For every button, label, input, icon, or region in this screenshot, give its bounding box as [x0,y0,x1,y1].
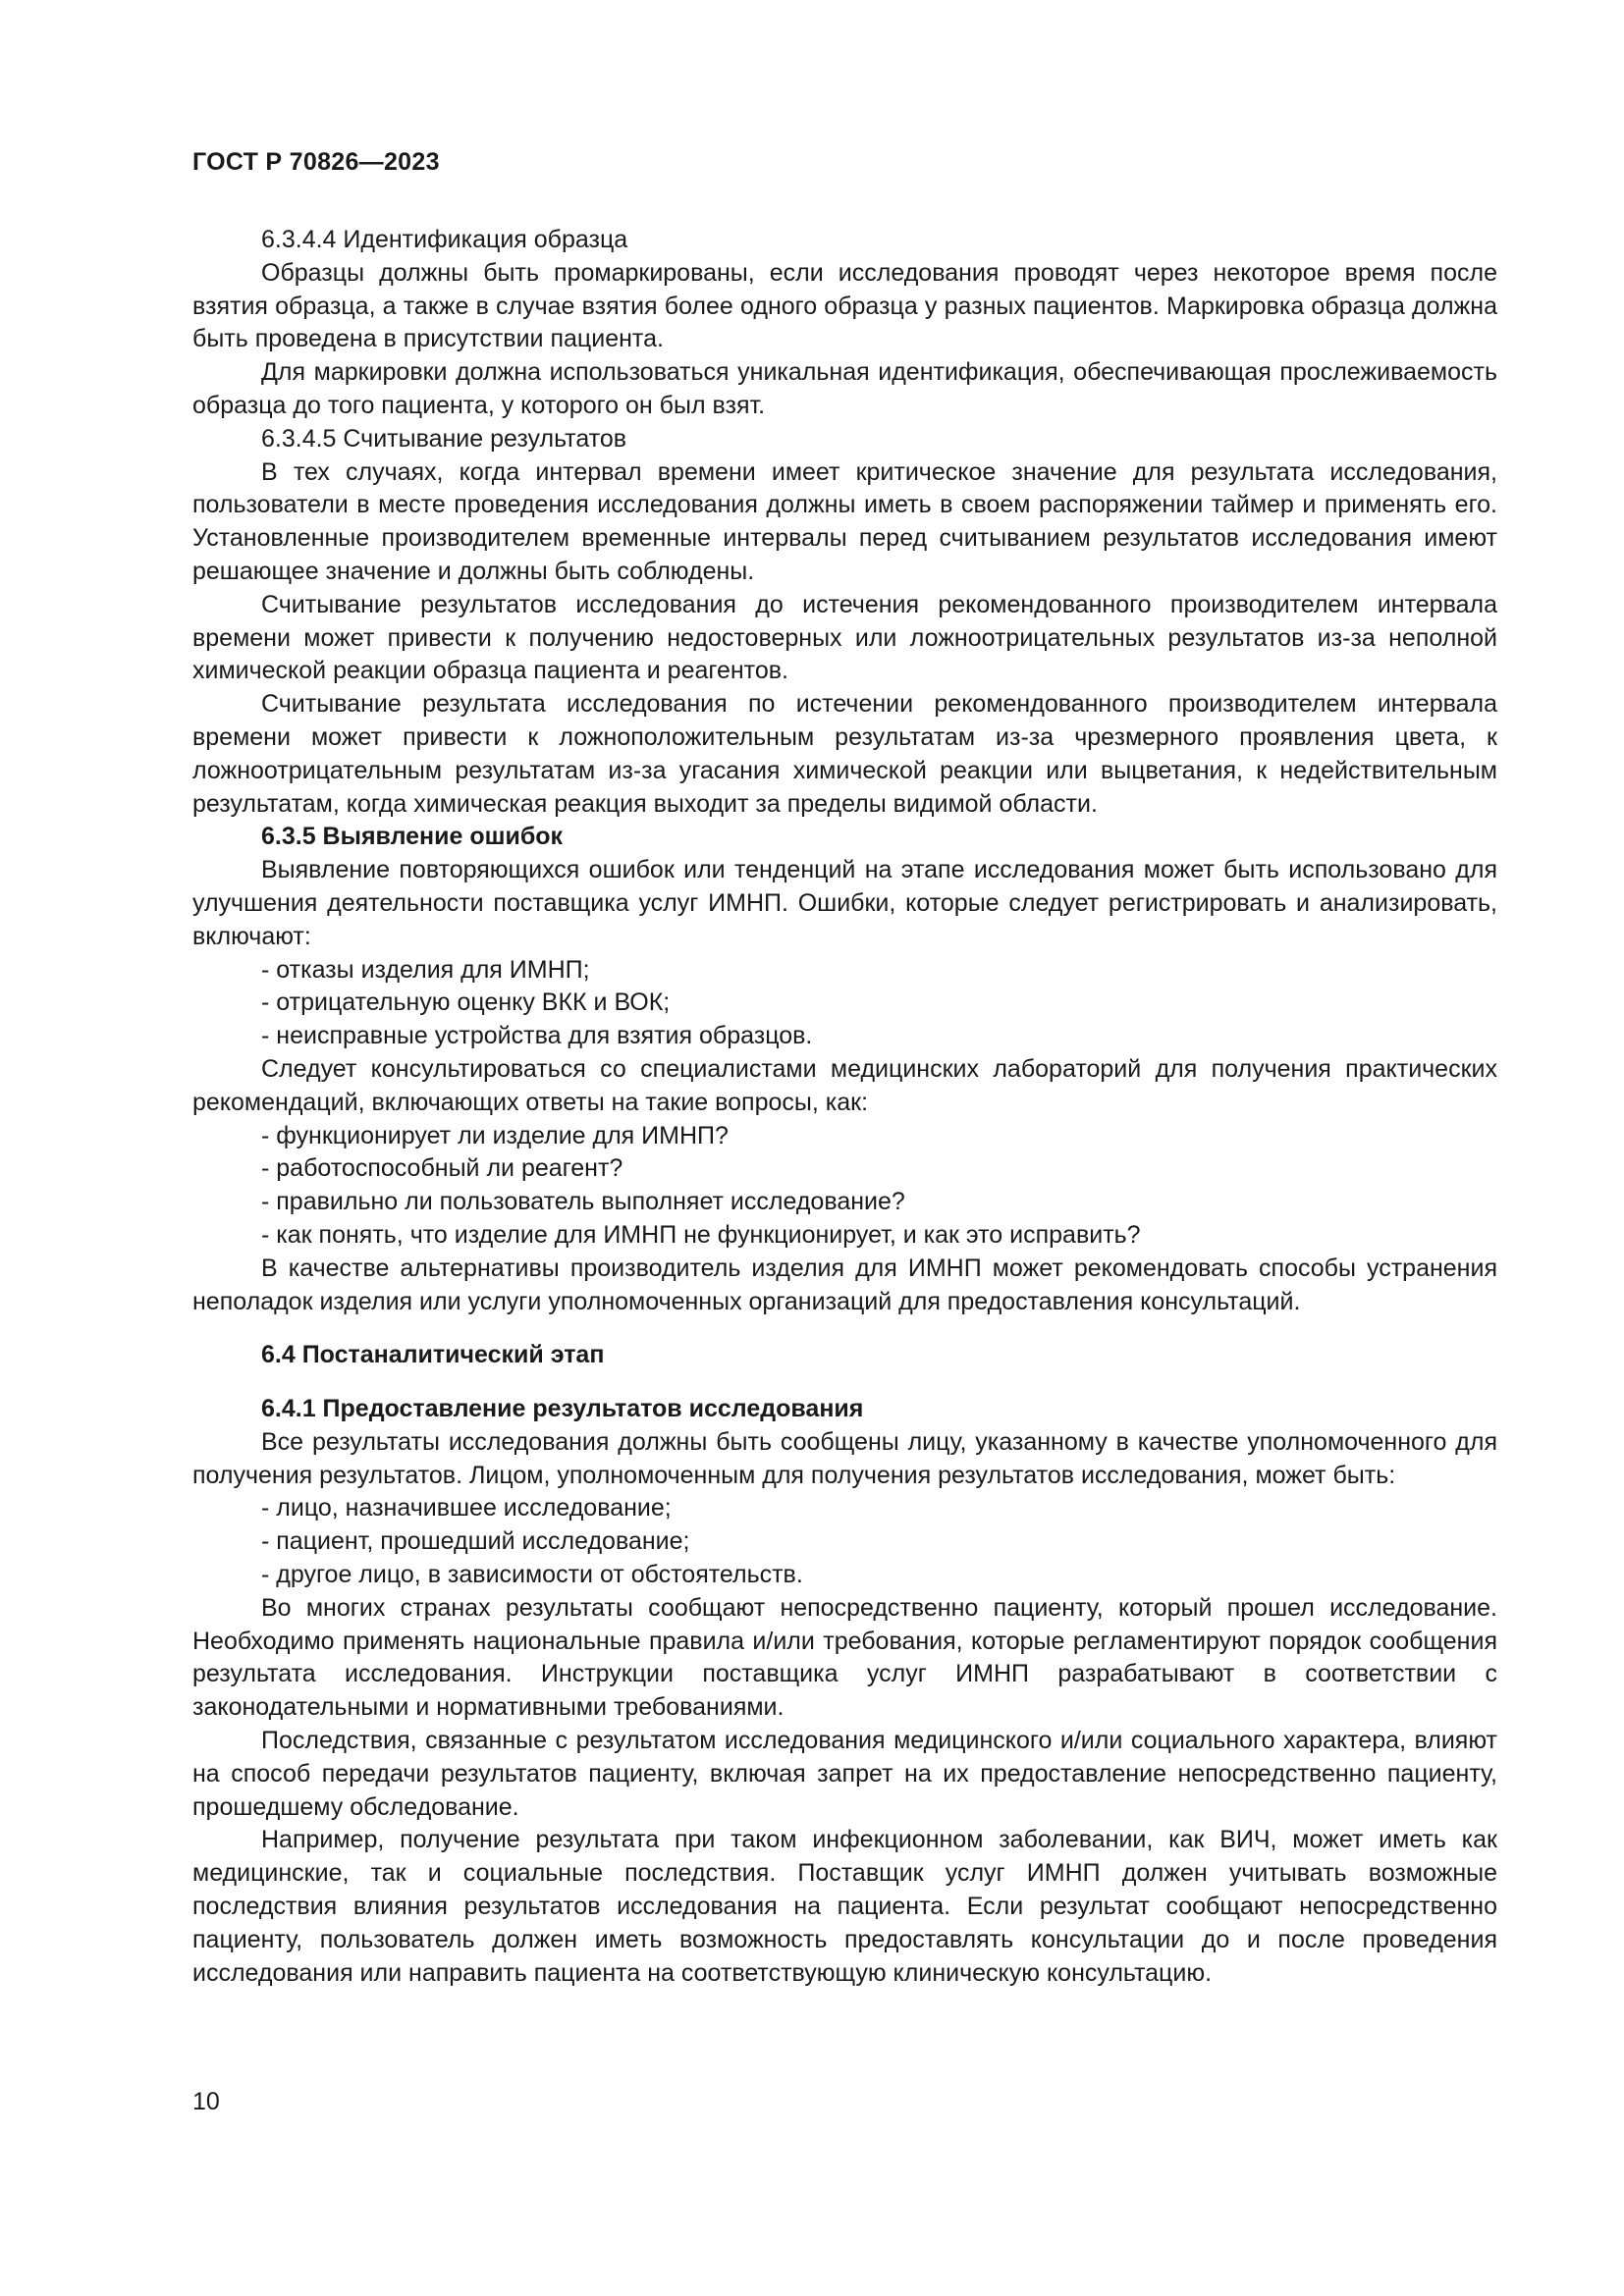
list-item: - как понять, что изделие для ИМНП не функционирует, и как это исправить? [261,1220,1141,1249]
paragraph: Все результаты исследования должны быть сообщены лицу, указанному в качестве уполномоченного для получения результатов. Лицом, уполномоченным для получения результатов исследования, может быть: [192,1427,1497,1489]
subsection-heading-6-3-4-4: 6.3.4.4 Идентификация образца [261,226,628,253]
paragraph: Выявление повторяющихся ошибок или тенденций на этапе исследования может быть использовано для улучшения деятельности поставщика услуг ИМНП. Ошибки, которые следует регистрировать и анализировать, включают: [192,856,1497,950]
section-heading-6-4: 6.4 Постаналитический этап [261,1341,605,1369]
section-heading-6-3-5: 6.3.5 Выявление ошибок [261,823,564,851]
paragraph: Образцы должны быть промаркированы, если исследования проводят через некоторое время после взятия образца, а также в случае взятия более одного образца у разных пациентов. Маркировка образца должна быть проведена в присутствии пациента. [192,258,1497,353]
list-item: - работоспособный ли реагент? [261,1154,623,1183]
paragraph: Во многих странах результаты сообщают непосредственно пациенту, который прошел исследование. Необходимо применять национальные правила и/или требования, которые регламентируют порядок сообщения результата исследования. Инструкции поставщика услуг ИМНП разрабатывают в соответствии с законодательными и нормативными требованиями. [192,1593,1497,1722]
page-number: 10 [192,2088,220,2115]
list-item: - лицо, назначившее исследование; [261,1494,672,1522]
list-item: - пациент, прошедший исследование; [261,1527,690,1556]
paragraph: В качестве альтернативы производитель изделия для ИМНП может рекомендовать способы устранения неполадок изделия или услуги уполномоченных организаций для предоставления консультаций. [192,1254,1497,1315]
list-item: - неисправные устройства для взятия образцов. [261,1022,813,1050]
paragraph: Например, получение результата при таком инфекционном заболевании, как ВИЧ, может иметь как медицинские, так и социальные последствия. Поставщик услуг ИМНП должен учитывать возможные последствия влияния результатов исследования на пациента. Если результат сообщают непосредственно пациенту, пользователь должен иметь возможность предоставлять консультации до и после проведения исследования или направить пациента на соответствующую клиническую консультацию. [192,1826,1497,1987]
paragraph: Считывание результата исследования по истечении рекомендованного производителем интервала времени может привести к ложноположительным результатам из-за чрезмерного проявления цвета, к ложноотрицательным результатам из-за угасания химической реакции или выцветания, к недействительным результатам, когда химическая реакция выходит за пределы видимой области. [192,690,1497,818]
list-item: - отказы изделия для ИМНП; [261,955,590,984]
list-item: - правильно ли пользователь выполняет исследование? [261,1188,905,1216]
list-item: - отрицательную оценку ВКК и ВОК; [261,988,671,1017]
list-item: - функционирует ли изделие для ИМНП? [261,1121,729,1149]
paragraph: Следует консультироваться со специалистами медицинских лабораторий для получения практических рекомендаций, включающих ответы на такие вопросы, как: [192,1054,1497,1116]
standard-header: ГОСТ Р 70826—2023 [192,148,440,176]
subsection-heading-6-3-4-5: 6.3.4.5 Считывание результатов [261,424,627,453]
section-heading-6-4-1: 6.4.1 Предоставление результатов исследования [261,1395,864,1423]
paragraph: Для маркировки должна использоваться уникальная идентификация, обеспечивающая прослеживаемость образца до того пациента, у которого он был взят. [192,358,1497,419]
paragraph: Считывание результатов исследования до истечения рекомендованного производителем интервала времени может привести к получению недостоверных или ложноотрицательных результатов из-за неполной химической реакции образца пациента и реагентов. [192,590,1497,685]
paragraph: Последствия, связанные с результатом исследования медицинского и/или социального характера, влияют на способ передачи результатов пациенту, включая запрет на их предоставление непосредственно пациенту, прошедшему обследование. [192,1727,1497,1821]
list-item: - другое лицо, в зависимости от обстоятельств. [261,1561,803,1589]
paragraph: В тех случаях, когда интервал времени имеет критическое значение для результата исследования, пользователи в месте проведения исследования должны иметь в своем распоряжении таймер и применять его. Установленные производителем временные интервалы перед считыванием результатов исследования имеют решающее значение и должны быть соблюдены. [192,457,1497,585]
page-body [192,224,1497,1990]
